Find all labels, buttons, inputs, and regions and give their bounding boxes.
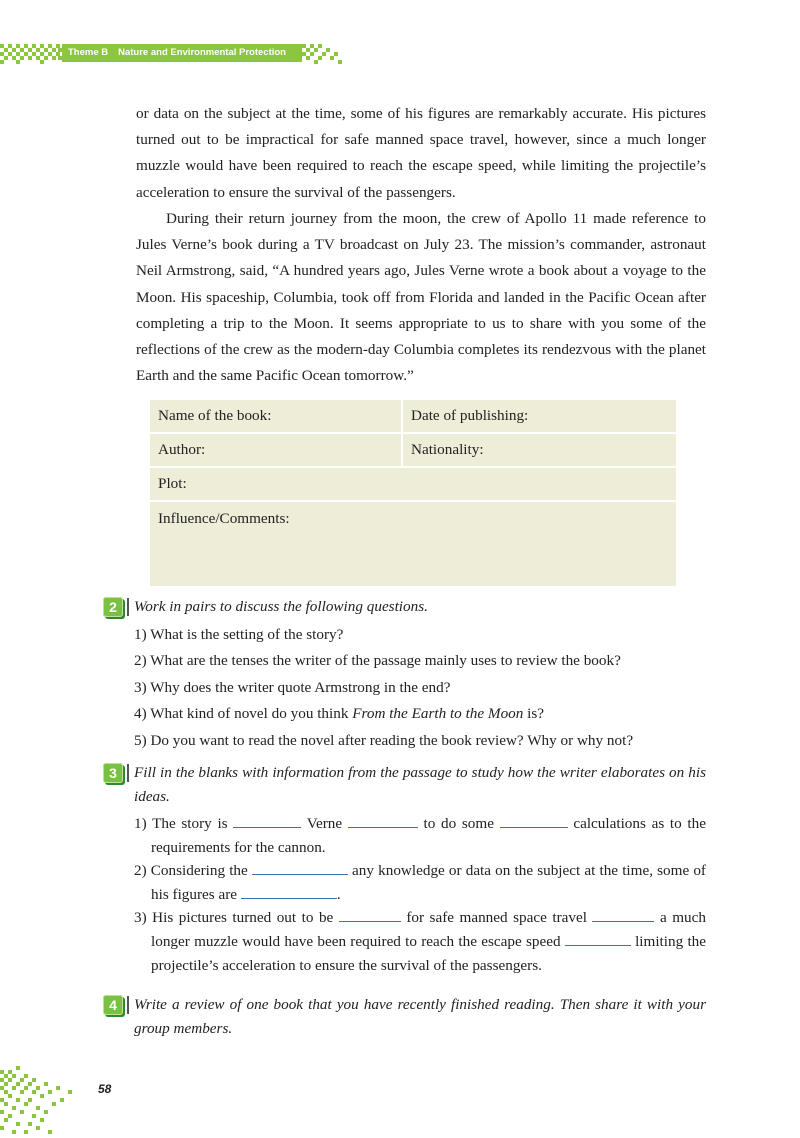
passage-paragraph-2: During their return journey from the moon, the crew of Apollo 11 made reference to Jules Verne’s book during a TV broadcast on July 23. The mission’s commander, astronaut Neil Armstrong, said, “A hundred years ago, Jules Verne wrote a book about a voyage to the Moon. His spaceship, Columbia, took off from Florida and landed in the Pacific Ocean after completing a trip to the Moon. It seems appropriate to us to share with you some of the reflections of the crew as the modern-day Columbia completes its rendezvous with the planet Earth and the same Pacific Ocean tomorrow.” (136, 210, 706, 385)
blank-input[interactable] (565, 931, 631, 946)
blank-input[interactable] (339, 907, 401, 922)
fill-item-3: 3) His pictures turned out to be for safe manned space travel a much longer muzzle would have been required to reach the escape speed limiting the projectile’s acceleration to ensure the survival of the passengers. (134, 909, 707, 974)
theme-title: Nature and Environmental Protection (118, 47, 286, 58)
blank-input[interactable] (500, 813, 568, 828)
table-cell-date: Date of publishing: (402, 399, 677, 433)
header-pixel-decoration-right (302, 44, 346, 66)
table-cell-plot: Plot: (149, 467, 677, 501)
exercise-2-instruction: Work in pairs to discuss the following questions. (134, 598, 428, 615)
exercise-2-questions (134, 622, 706, 754)
table-cell-nationality: Nationality: (402, 433, 677, 467)
exercise-4-instruction: Write a review of one book that you have recently finished reading. Then share it with your group members. (134, 996, 706, 1037)
header-band (62, 44, 302, 62)
blank-input[interactable] (233, 813, 301, 828)
question-3: 3) Why does the writer quote Armstrong in the end? (134, 678, 451, 696)
question-4-end: is? (523, 705, 545, 723)
exercise-4-badge: 4 (103, 995, 123, 1015)
blank-input[interactable] (252, 860, 348, 875)
blank-input[interactable] (241, 884, 337, 899)
question-4-book-title: From the Earth to the Moon (352, 705, 524, 723)
exercise-3-instruction: Fill in the blanks with information from the passage to study how the writer elaborates on his ideas. (134, 764, 706, 805)
fill-item-1: 1) The story is Verne to do some calculations as to the requirements for the cannon. (134, 815, 706, 856)
exercise-3-badge: 3 (103, 763, 123, 783)
question-2: 2) What are the tenses the writer of the passage mainly uses to review the book? (134, 652, 621, 670)
header-pixel-decoration (0, 40, 62, 66)
page-number: 58 (98, 1082, 112, 1096)
exercise-3-items (134, 812, 706, 977)
table-cell-author: Author: (149, 433, 402, 467)
question-4 (134, 701, 706, 727)
question-1: 1) What is the setting of the story? (134, 626, 344, 643)
blank-input[interactable] (592, 907, 654, 922)
table-cell-name: Name of the book: (149, 399, 402, 433)
fill-item-2: 2) Considering the any knowledge or data on the subject at the time, some of his figures are . (134, 862, 706, 903)
passage-paragraph-1: or data on the subject at the time, some of his figures are remarkably accurate. His pictures turned out to be impractical for safe manned space travel, however, since a much longer muzzle would have been required to reach the escape speed, while limiting the projectile’s acceleration to ensure the survival of the passengers. (136, 105, 706, 201)
question-5: 5) Do you want to read the novel after reading the book review? Why or why not? (134, 731, 634, 749)
theme-label: Theme B (68, 47, 109, 58)
book-review-table (148, 398, 678, 588)
blank-input[interactable] (348, 813, 418, 828)
exercise-2-badge: 2 (103, 597, 123, 617)
question-4-text: 4) What kind of novel do you think (134, 705, 353, 723)
footer-pixel-decoration (0, 1062, 96, 1138)
table-cell-influence: Influence/Comments: (149, 501, 677, 587)
